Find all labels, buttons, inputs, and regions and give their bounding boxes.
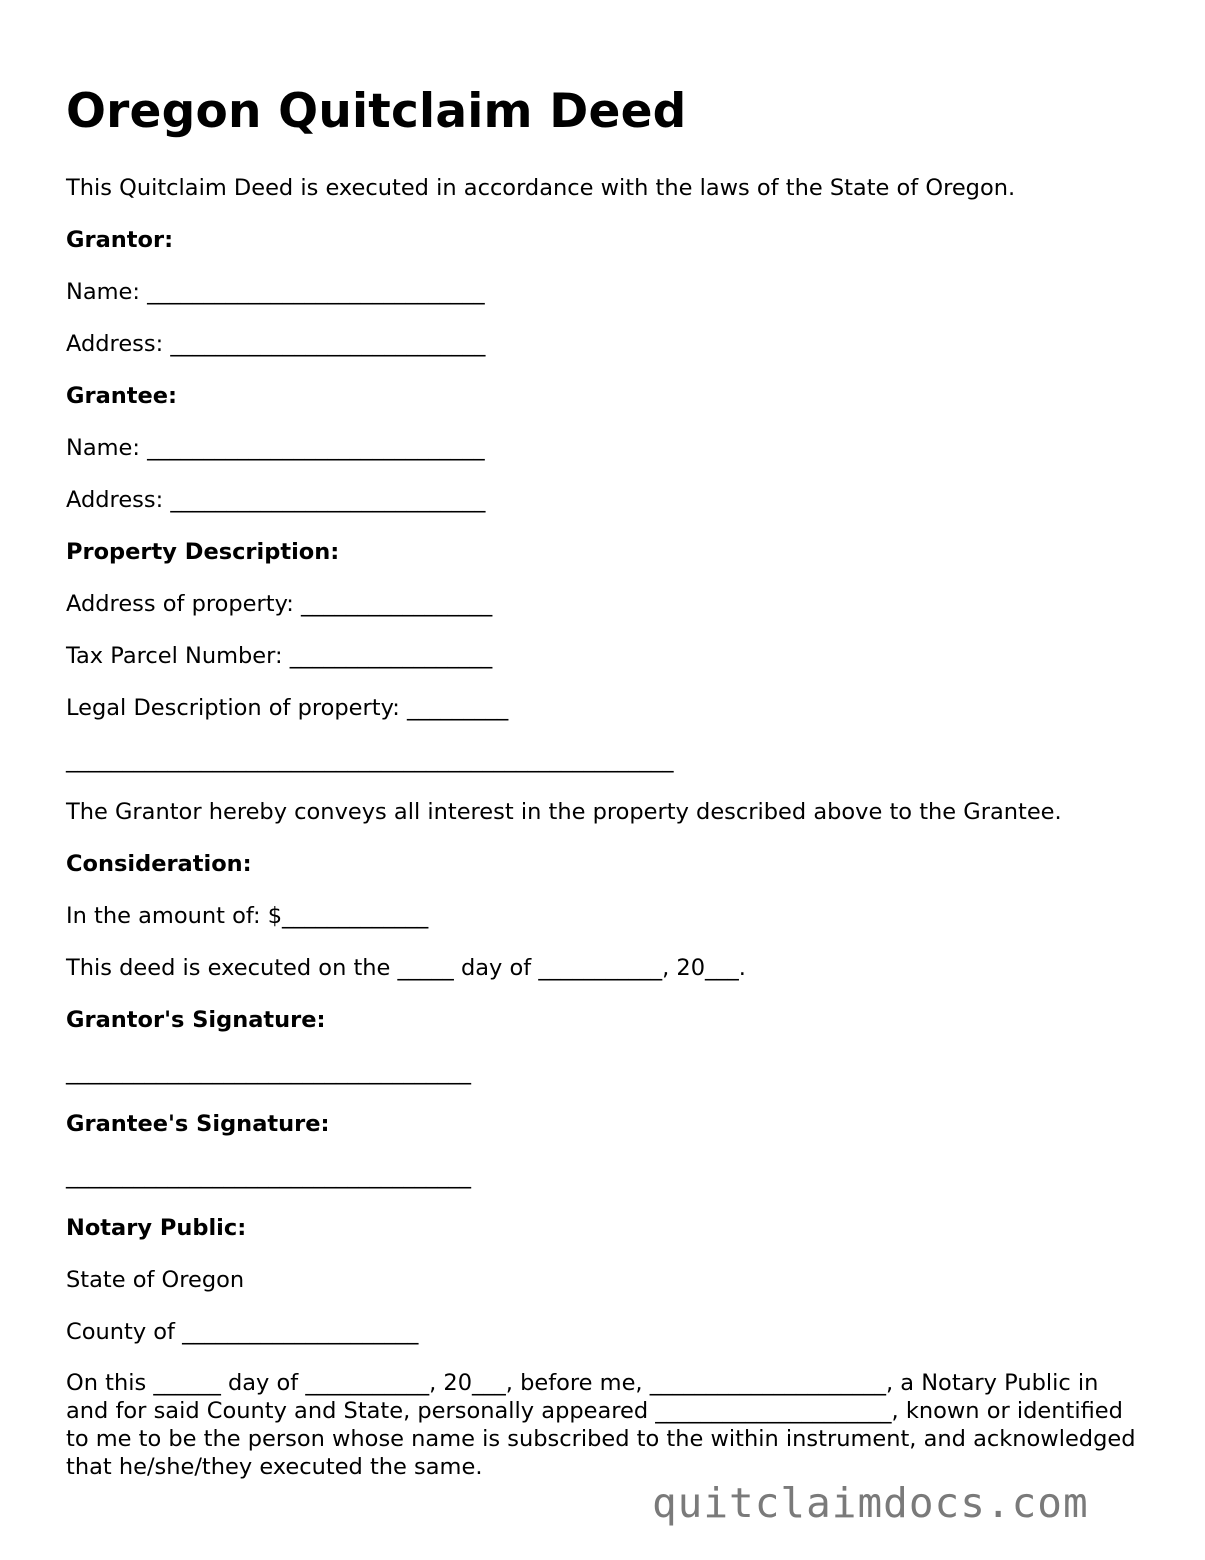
notary-acknowledgment: On this ______ day of ___________, 20___, before me, _____________________, a Notary Public in and for said County and State, personally appeared _____________________, known or identified to me to be the person whose name is subscribed to the within instrument, and acknowledged that he/she/they executed the same.	[66, 1370, 1136, 1480]
grantor-signature-heading: Grantor's Signature:	[66, 1007, 326, 1033]
tax-parcel-field: Tax Parcel Number: __________________	[66, 643, 493, 669]
property-heading: Property Description:	[66, 539, 340, 565]
property-address-field: Address of property: _________________	[66, 591, 493, 617]
grantor-signature-line: ____________________________________	[66, 1059, 471, 1085]
execution-date-field: This deed is executed on the _____ day of ___________, 20___.	[66, 955, 746, 981]
intro-statement: This Quitclaim Deed is executed in accordance with the laws of the State of Oregon.	[66, 175, 1016, 201]
legal-description-continuation: ______________________________________________________	[66, 747, 674, 773]
grantor-name-field: Name: ______________________________	[66, 279, 485, 305]
document-title: Oregon Quitclaim Deed	[66, 84, 687, 139]
grantee-name-field: Name: ______________________________	[66, 435, 485, 461]
notary-heading: Notary Public:	[66, 1215, 247, 1241]
legal-description-field: Legal Description of property: _________	[66, 695, 509, 721]
grantee-signature-line: ____________________________________	[66, 1163, 471, 1189]
consideration-amount-field: In the amount of: $_____________	[66, 903, 429, 929]
notary-state: State of Oregon	[66, 1267, 245, 1293]
grantee-heading: Grantee:	[66, 383, 178, 409]
watermark: quitclaimdocs.com	[652, 1479, 1089, 1527]
conveyance-statement: The Grantor hereby conveys all interest in the property described above to the Grantee.	[66, 799, 1062, 825]
grantor-address-field: Address: ____________________________	[66, 331, 486, 357]
grantor-heading: Grantor:	[66, 227, 174, 253]
grantee-address-field: Address: ____________________________	[66, 487, 486, 513]
deed-document	[66, 82, 1146, 1503]
grantee-signature-heading: Grantee's Signature:	[66, 1111, 330, 1137]
notary-county-field: County of _____________________	[66, 1319, 419, 1345]
consideration-heading: Consideration:	[66, 851, 252, 877]
